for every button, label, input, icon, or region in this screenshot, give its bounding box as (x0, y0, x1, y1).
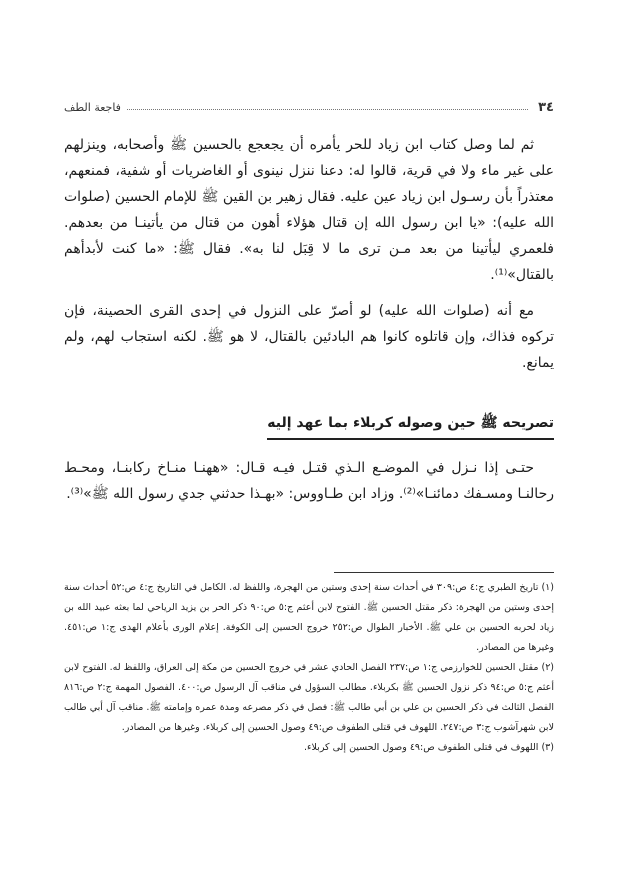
page-number: ٣٤ (538, 99, 554, 115)
header-dotted-leader (127, 109, 528, 110)
running-title: فاجعة الطف (64, 100, 121, 114)
section-heading: تصريحه ﷺ حين وصوله كربلاء بما عهد إليه (267, 414, 554, 440)
paragraph-2: مع أنه (صلوات الله عليه) لو أصرّ على النزول في إحدى القرى الحصينة، فإن تركوه فذاك، وإن قاتلوه كانوا هم البادئين بالقتال، لا هو ﷺ. لكنه استجاب لهم، ولم يمانع. (64, 303, 554, 371)
footnote-1: (١) تاريخ الطبري ج:٤ ص:٣٠٩ في أحداث سنة إحدى وستين من الهجرة، واللفظ له. الكامل في التاريخ ج:٤ ص:٥٢ أحداث سنة إحدى وستين من الهجرة: ذكر مقتل الحسين ﷺ. الفتوح لابن أعثم ج:٥ ص:٩٠ ذكر الحر بن يزيد الرياحي لما بعثه عبيد الله بن زياد لحربه الحسين بن علي ﷺ. الأخبار الطوال ص:٢٥٢ خروج الحسين إلى الكوفة. إعلام الورى بأعلام الهدى ج:١ ص:٤٥١. وغيرها من المصادر. (64, 582, 555, 653)
footnote-2: (٢) مقتل الحسين للخوارزمي ج:١ ص:٢٣٧ الفصل الحادي عشر في خروج الحسين من مكة إلى العراق، واللفظ له. الفتوح لابن أعثم ج:٥ ص:٩٤ ذكر نزول الحسين ﷺ بكربلاء. مطالب السؤول في مناقب آل الرسول ص:٤٠٠. الفصول المهمة ج:٢ ص:٨١٦ الفصل الثالث في ذكر الحسين بن علي بن أبي طالب ﷺ: فصل في ذكر مصرعه ومدة عمره وإمامته ﷺ. مناقب آل أبي طالب لابن شهرآشوب ج:٣ ص:٢٤٧. اللهوف في قتلى الطفوف ص:٤٩ وصول الحسين إلى كربلاء. وغيرها من المصادر. (64, 662, 555, 733)
footnote-separator (334, 572, 554, 573)
paragraph-3: حتـى إذا نـزل في الموضـع الـذي قتـل فيـه قـال: «ههنـا منـاخ ركابنـا، ومحـط رحالنـا ومسـفك دمائنـا»⁽²⁾. وزاد ابن طـاووس: «بهـذا حدثني جدي رسول الله ﷺ»⁽³⁾. (64, 460, 554, 502)
section-text (64, 455, 554, 507)
footnote-3: (٣) اللهوف في قتلى الطفوف ص:٤٩ وصول الحسين إلى كربلاء. (304, 742, 554, 753)
main-text (64, 132, 554, 386)
footnotes (64, 578, 554, 758)
paragraph-1: ثم لما وصل كتاب ابن زياد للحر يأمره أن يجعجع بالحسين ﷺ وأصحابه، وينزلهم على غير ماء ولا في قرية، قالوا له: دعنا ننزل نينوى أو الغاضريات أو شفية، فمنعهم، معتذراً بأن رسـول ابن زياد عين عليه. فقال زهير بن القين ﷺ للإمام الحسين (صلوات الله عليه): «يا ابن رسول الله إن قتال هؤلاء أهون من قتال من يأتينـا من بعدهم. فلعمري ليأتينا من بعد مـن ترى ما لا قِبَل لنا به». فقال ﷺ: «ما كنت لأبدأهم بالقتال»⁽¹⁾. (64, 137, 554, 283)
running-header (64, 97, 554, 117)
